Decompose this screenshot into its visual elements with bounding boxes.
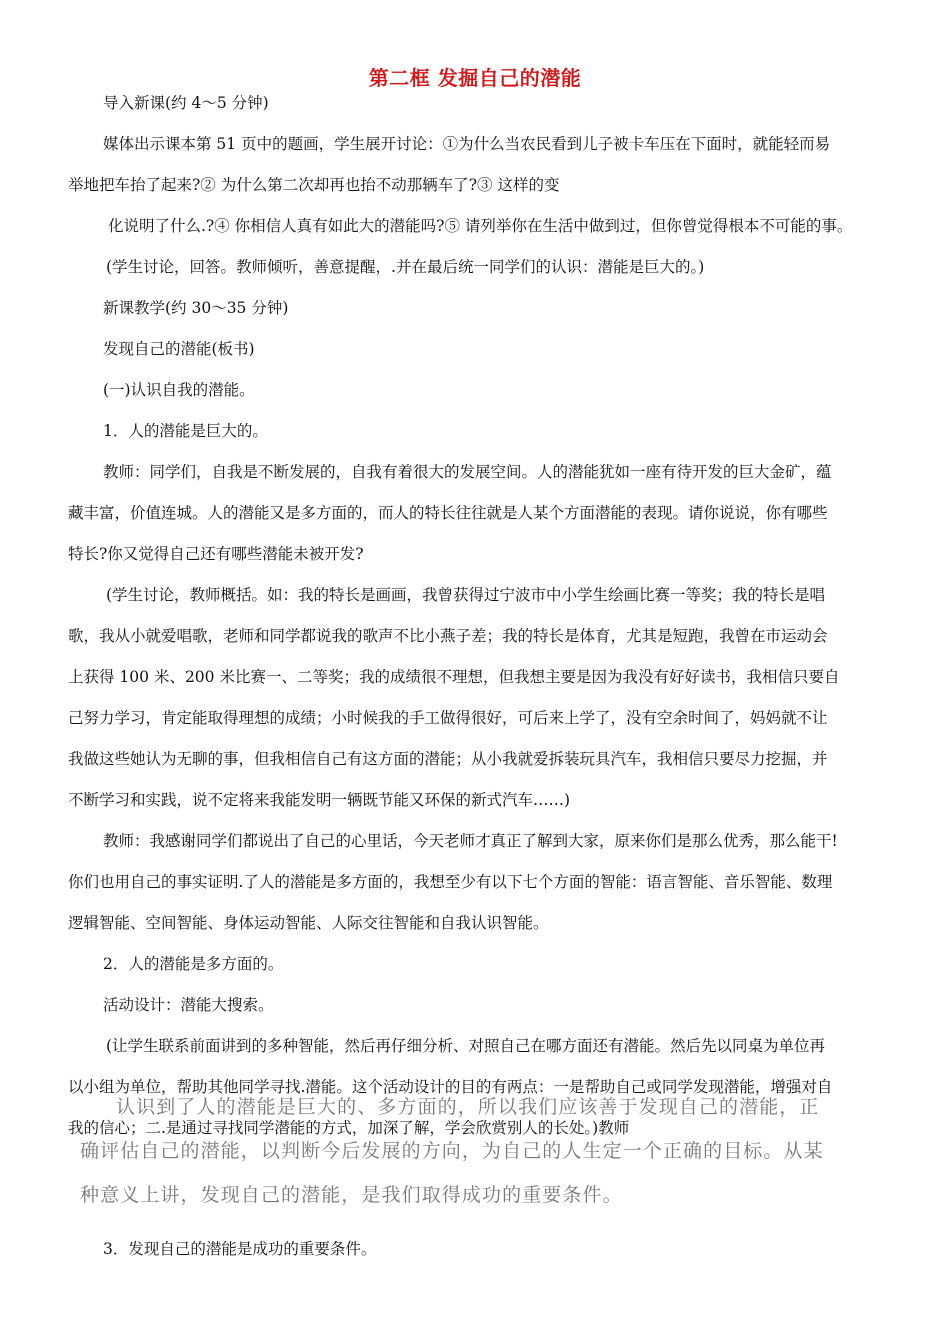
paragraph-line: 教师：同学们，自我是不断发展的，自我有着很大的发展空间。人的潜能犹如一座有待开发的巨大金矿，蕴 [103,463,832,481]
paragraph-line: 我的信心；二.是通过寻找同学潜能的方式，加深了解，学会欣赏别人的长处。)教师 [68,1119,630,1137]
scanned-text-image [80,1085,895,1217]
section-heading: 3．发现自己的潜能是成功的重要条件。 [103,1240,377,1258]
paragraph-line: 化说明了什么.?④ 你相信人真有如此大的潜能吗?⑤ 请列举你在生活中做到过，但你曾觉得根本不可能的事。 [108,217,853,235]
paragraph-line: (让学生联系前面讲到的多种智能，然后再仔细分析、对照自己在哪方面还有潜能。然后先以同桌为单位再 [106,1037,826,1055]
paragraph-line: (学生讨论，教师概括。如：我的特长是画画，我曾获得过宁波市中小学生绘画比赛一等奖；我的特长是唱 [106,586,826,604]
page-title: 第二框 发掘自己的潜能 [368,66,582,90]
paragraph-line: 歌，我从小就爱唱歌，老师和同学都说我的歌声不比小燕子差；我的特长是体育，尤其是短跑，我曾在市运动会 [68,627,828,645]
scanned-line: 认识到了人的潜能是巨大的、多方面的，所以我们应该善于发现自己的潜能，正 [116,1096,820,1118]
paragraph-line: 藏丰富，价值连城。人的潜能又是多方面的，而人的特长往往就是人某个方面潜能的表现。请你说说，你有哪些 [68,504,828,522]
paragraph-line: 特长?你又觉得自己还有哪些潜能未被开发? [68,545,364,563]
closing-text [68,1229,892,1270]
paragraph-line: 己努力学习，肯定能取得理想的成绩；小时候我的手工做得很好，可后来上学了，没有空余时间了，妈妈就不让 [68,709,828,727]
paragraph-line: 教师：我感谢同学们都说出了自己的心里话，今天老师才真正了解到大家，原来你们是那么优秀，那么能干! [103,832,838,850]
paragraph-line: (学生讨论，回答。教师倾听，善意提醒，.并在最后统一同学们的认识：潜能是巨大的。) [106,258,705,276]
section-heading: 1．人的潜能是巨大的。 [103,422,268,440]
section-heading: 新课教学(约 30～35 分钟) [103,299,289,317]
paragraph-line: 举地把车抬了起来?② 为什么第二次却再也抬不动那辆车了?③ 这样的变 [68,176,560,194]
paragraph-line: 我做这些她认为无聊的事，但我相信自己有这方面的潜能；从小我就爱拆装玩具汽车，我相信只要尽力挖掘，并 [68,750,828,768]
section-heading: 活动设计：潜能大搜索。 [103,996,274,1014]
paragraph-line: 以小组为单位，帮助其他同学寻找.潜能。这个活动设计的目的有两点：一是帮助自己或同学发现潜能，增强对自 [68,1078,833,1096]
scanned-line: 确评估自己的潜能，以判断今后发展的方向，为自己的人生定一个正确的目标。从某 [80,1140,824,1162]
body-text [68,83,892,1149]
paragraph-line: 逻辑智能、空间智能、身体运动智能、人际交往智能和自我认识智能。 [68,914,549,932]
scanned-line: 种意义上讲，发现自己的潜能，是我们取得成功的重要条件。 [80,1184,623,1206]
paragraph-line: 媒体出示课本第 51 页中的题画，学生展开讨论：①为什么当农民看到儿子被卡车压在下面时，就能轻而易 [103,135,831,153]
section-heading: (一)认识自我的潜能。 [103,381,255,399]
section-heading: 导入新课(约 4～5 分钟) [103,94,269,112]
section-heading: 2．人的潜能是多方面的。 [103,955,284,973]
paragraph-line: 你们也用自己的事实证明.了人的潜能是多方面的，我想至少有以下七个方面的智能：语言智能、音乐智能、数理 [68,873,833,891]
paragraph-line: 上获得 100 米、200 米比赛一、二等奖；我的成绩很不理想，但我想主要是因为我没有好好读书，我相信只要自 [68,668,840,686]
section-heading: 发现自己的潜能(板书) [103,340,255,358]
paragraph-line: 不断学习和实践，说不定将来我能发明一辆既节能又环保的新式汽车……) [68,791,571,809]
